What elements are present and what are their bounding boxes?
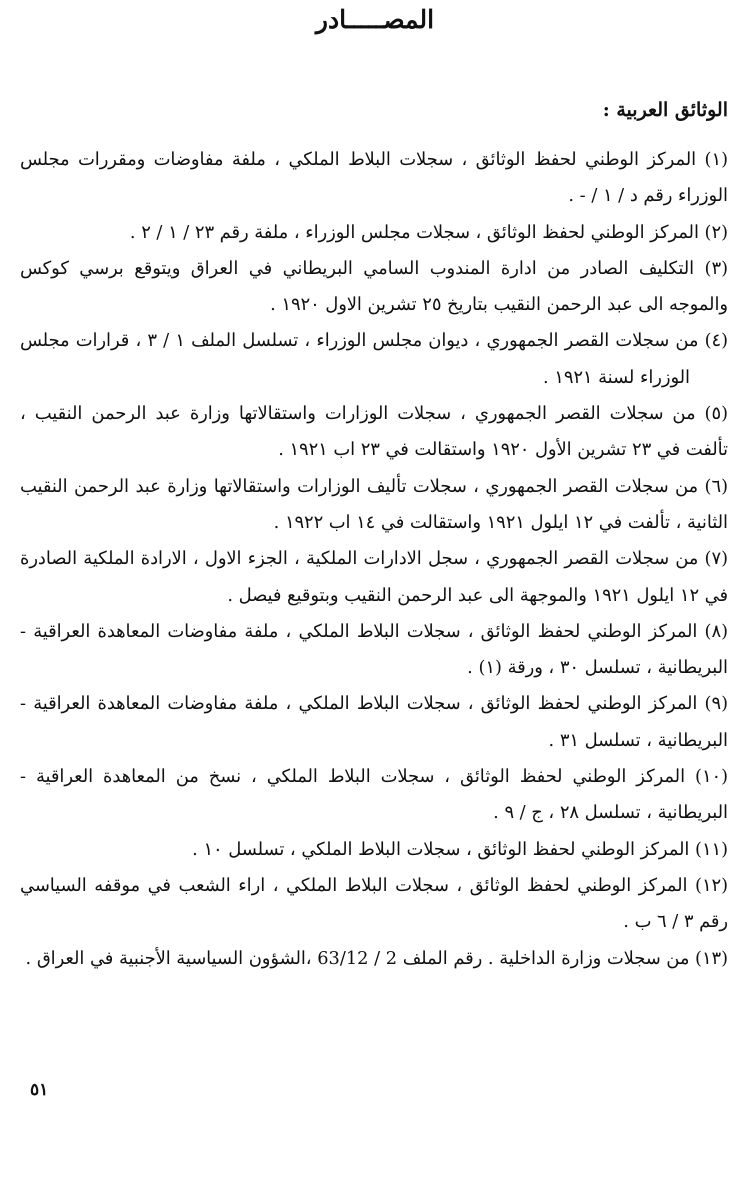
- reference-entry: (٩) المركز الوطني لحفظ الوثائق ، سجلات البلاط الملكي ، ملفة مفاوضات المعاهدة العراقية - البريطانية ، تسلسل ٣١ .: [20, 693, 728, 751]
- reference-list: [20, 142, 728, 977]
- reference-entry: (٤) من سجلات القصر الجمهوري ، ديوان مجلس الوزراء ، تسلسل الملف ١ / ٣ ، قرارات مجلس الوزراء لسنة ١٩٢١ .: [20, 330, 729, 388]
- reference-entry: (١) المركز الوطني لحفظ الوثائق ، سجلات البلاط الملكي ، ملفة مفاوضات ومقررات مجلس الوزراء رقم د / ١ / - .: [20, 149, 728, 207]
- reference-entry: (٨) المركز الوطني لحفظ الوثائق ، سجلات البلاط الملكي ، ملفة مفاوضات المعاهدة العراقية - البريطانية ، تسلسل ٣٠ ، ورقة (١) .: [20, 620, 728, 679]
- reference-entry: (١٢) المركز الوطني لحفظ الوثائق ، سجلات البلاط الملكي ، اراء الشعب في موقفه السياسي رقم ٣ / ٦ ب .: [20, 874, 728, 933]
- reference-entry: (٢) المركز الوطني لحفظ الوثائق ، سجلات مجلس الوزراء ، ملفة رقم ٢٣ / ١ / ٢ .: [129, 221, 728, 243]
- reference-entry: (٦) من سجلات القصر الجمهوري ، سجلات تأليف الوزارات واستقالاتها وزارة عبد الرحمن النقيب الثانية ، تألفت في ١٢ ايلول ١٩٢١ واستقالت في ١٤ اب ١٩٢٢ .: [20, 475, 728, 533]
- reference-entry: (٧) من سجلات القصر الجمهوري ، سجل الادارات الملكية ، الجزء الاول ، الارادة الملكية الصادرة في ١٢ ايلول ١٩٢١ والموجهة الى عبد الرحمن النقيب وبتوقيع فيصل .: [20, 548, 728, 606]
- section-heading: الوثائق العربية :: [602, 99, 728, 121]
- reference-entry: (١٣) من سجلات وزارة الداخلية . رقم الملف 2 / 63/12 ،الشؤون السياسية الأجنبية في العراق .: [25, 947, 728, 969]
- page-number: ٥١: [30, 1080, 49, 1100]
- reference-entry: (١٠) المركز الوطني لحفظ الوثائق ، سجلات البلاط الملكي ، نسخ من المعاهدة العراقية - البريطانية ، تسلسل ٢٨ ، ج / ٩ .: [20, 766, 728, 824]
- page-title: المصـــــادر: [315, 5, 435, 34]
- reference-entry: (٣) التكليف الصادر من ادارة المندوب السامي البريطاني في العراق ويتوقع برسي كوكس والموجه الى عبد الرحمن النقيب بتاريخ ٢٥ تشرين الاول ١٩٢٠ .: [20, 257, 728, 316]
- reference-entry: (١١) المركز الوطني لحفظ الوثائق ، سجلات البلاط الملكي ، تسلسل ١٠ .: [192, 838, 728, 860]
- reference-entry: (٥) من سجلات القصر الجمهوري ، سجلات الوزارات واستقالاتها وزارة عبد الرحمن النقيب ، تألفت في ٢٣ تشرين الأول ١٩٢٠ واستقالت في ٢٣ اب ١٩٢١ .: [20, 403, 728, 461]
